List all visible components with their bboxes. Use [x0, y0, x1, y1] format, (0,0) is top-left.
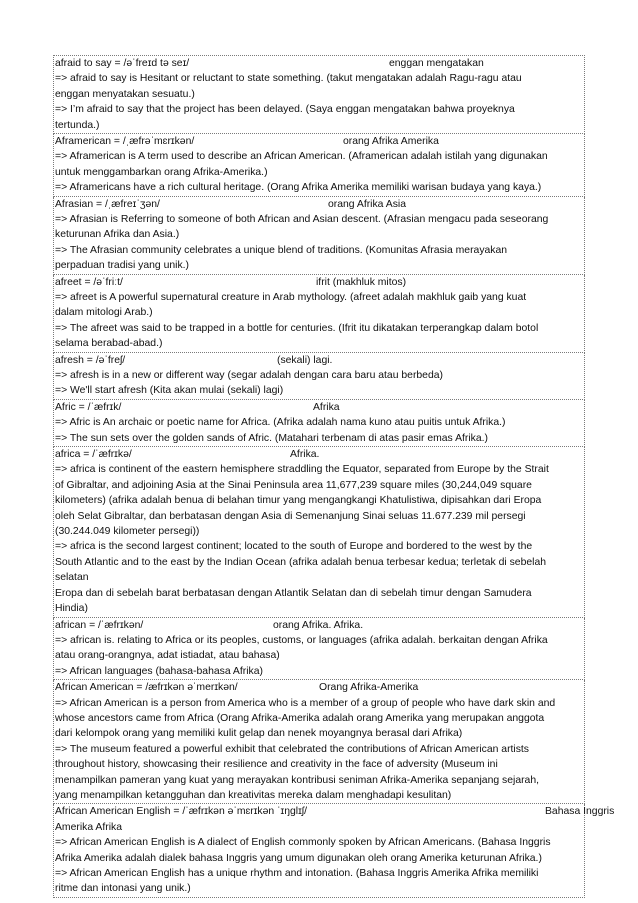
entry-line: => Afric is An archaic or poetic name for Africa. (Afrika adalah nama kuno atau puitis untuk Afrika.) [55, 417, 506, 429]
entry-heading [55, 134, 583, 149]
entry-line: => I’m afraid to say that the project has been delayed. (Saya enggan mengatakan bahwa proyeknya [55, 104, 515, 116]
entry-translation: Afrika [313, 401, 340, 413]
entry-line: throughout history, showcasing their resilience and creativity in the face of adversity (Museum ini [55, 759, 498, 771]
entry-line: => Aframerican is A term used to describe an African American. (Aframerican adalah istilah yang digunakan [55, 151, 548, 163]
dictionary-page [53, 55, 615, 898]
entry-line: => african is. relating to Africa or its peoples, customs, or languages (afrika adalah. berkaitan dengan Afrika [55, 634, 548, 646]
entry-line: of Gibraltar, and adjoining Asia at the Sinai Peninsula area 11,677,239 square miles (30,244,049 square [55, 479, 532, 491]
entry-line: => African languages (bahasa-bahasa Afrika) [55, 665, 263, 677]
entry-line: => The sun sets over the golden sands of Afric. (Matahari terbenam di atas pasir emas Afrika.) [55, 432, 488, 444]
entry-term: african = /ˈæfrɪkən/ [55, 619, 144, 631]
entry-line: Eropa dan di sebelah barat berbatasan dengan Atlantik Selatan dan di sebelah timur dengan Samudera [55, 587, 532, 599]
dictionary-entry [53, 618, 585, 681]
entry-line: South Atlantic and to the east by the Indian Ocean (afrika adalah benua terbesar kedua; terletak di sebelah [55, 556, 546, 568]
dictionary-entry [53, 275, 585, 353]
dictionary-entry [53, 134, 585, 197]
entry-translation: Orang Afrika-Amerika [319, 682, 419, 694]
entry-heading [55, 275, 583, 290]
entry-translation: Bahasa Inggris [545, 806, 615, 818]
dictionary-entry [53, 804, 615, 897]
entry-line: tertunda.) [55, 119, 100, 131]
entry-line: => We'll start afresh (Kita akan mulai (sekali) lagi) [55, 385, 284, 397]
entry-line: => Aframericans have a rich cultural heritage. (Orang Afrika Amerika memiliki warisan budaya yang kaya.) [55, 182, 542, 194]
entry-heading [55, 353, 583, 368]
dictionary-entry [53, 447, 585, 617]
entry-line: => The Afrasian community celebrates a unique blend of traditions. (Komunitas Afrasia merayakan [55, 244, 508, 256]
entry-line: dari kelompok orang yang memiliki kulit gelap dan nenek moyangnya berasal dari Afrika) [55, 728, 463, 740]
entry-line: perpaduan tradisi yang unik.) [55, 260, 190, 272]
entry-term: afraid to say = /əˈfreɪd tə seɪ/ [55, 58, 190, 69]
entry-line: yang menampilkan ketangguhan dan kreativitas mereka dalam menghadapi kesulitan) [55, 789, 452, 801]
entry-term: Aframerican = /ˌæfrəˈmɛrɪkən/ [55, 136, 195, 148]
entry-term: africa = /ˈæfrɪkə/ [55, 449, 132, 461]
entry-line: oleh Selat Gibraltar, dan berbatasan dengan Asia di Semenanjung Sinai seluas 11.677.239 mil persegi [55, 510, 526, 522]
entry-line: selatan [55, 572, 89, 584]
entry-term: afreet = /əˈfriːt/ [55, 276, 123, 288]
entry-heading [55, 804, 615, 819]
entry-line: keturunan Afrika dan Asia.) [55, 229, 180, 241]
entry-translation: (sekali) lagi. [277, 354, 333, 366]
entry-line: dalam mitologi Arab.) [55, 307, 153, 319]
entry-line: (30.244.049 kilometer persegi)) [55, 526, 200, 538]
entry-line: untuk menggambarkan orang Afrika-Amerika.) [55, 166, 268, 178]
entry-line: => The museum featured a powerful exhibit that celebrated the contributions of African American artists [55, 743, 529, 755]
entry-line: => africa is continent of the eastern hemisphere straddling the Equator, separated from Europe by the Strait [55, 464, 549, 476]
entry-line: Hindia) [55, 603, 88, 615]
entry-line: Afrika Amerika adalah dialek bahasa Inggris yang umum digunakan oleh orang Amerika keturunan Afrika.) [55, 852, 542, 864]
entry-line: ritme dan intonasi yang unik.) [55, 883, 191, 895]
entry-line: enggan menyatakan sesuatu.) [55, 88, 195, 100]
entry-heading [55, 447, 583, 462]
dictionary-entry [53, 680, 585, 804]
entry-line: kilometers) (afrika adalah benua di belahan timur yang mengangkangi Khatulistiwa, dipisahkan dari Eropa [55, 495, 542, 507]
entry-heading [55, 618, 583, 633]
entry-line: => The afreet was said to be trapped in a bottle for centuries. (Ifrit itu dikatakan terperangkap dalam botol [55, 322, 539, 334]
entry-term: African American = /æfrɪkən əˈmerɪkən/ [55, 682, 238, 694]
dictionary-entry [53, 353, 585, 400]
dictionary-entry [53, 55, 585, 134]
entry-term: African American English = /ˈæfrɪkən əˈmɛrɪkən ˈɪŋɡlɪʃ/ [55, 806, 307, 818]
entry-translation: orang Afrika. Afrika. [273, 619, 364, 631]
dictionary-entry [53, 197, 585, 275]
entry-translation: enggan mengatakan [389, 58, 484, 69]
entry-translation: Afrika. [290, 449, 320, 461]
entry-line: => Afrasian is Referring to someone of both African and Asian descent. (Afrasian mengacu pada seseorang [55, 214, 549, 226]
entry-line: => African American English has a unique rhythm and intonation. (Bahasa Inggris Amerika Afrika memiliki [55, 867, 539, 879]
entry-heading [55, 197, 583, 212]
entry-line: selama berabad-abad.) [55, 338, 163, 350]
entry-translation: orang Afrika Asia [328, 198, 406, 210]
entry-translation: orang Afrika Amerika [343, 136, 439, 148]
entry-line: => afreet is A powerful supernatural creature in Arab mythology. (afreet adalah makhluk gaib yang kuat [55, 292, 527, 304]
entry-term: Afric = /ˈæfrɪk/ [55, 401, 122, 413]
entry-term: afresh = /əˈfreʃ/ [55, 354, 126, 366]
entry-line: => afresh is in a new or different way (segar adalah dengan cara baru atau berbeda) [55, 370, 443, 382]
entry-line: => afraid to say is Hesitant or reluctant to state something. (takut mengatakan adalah Ragu-ragu atau [55, 73, 522, 85]
entry-line: atau orang-orangnya, adat istiadat, atau bahasa) [55, 650, 280, 662]
entry-translation: ifrit (makhluk mitos) [316, 276, 407, 288]
entry-heading [55, 680, 583, 695]
entry-line: whose ancestors came from Africa (Orang Afrika-Amerika adalah orang Amerika yang merupakan anggota [55, 712, 545, 724]
entry-line: => African American is a person from America who is a member of a group of people who have dark skin and [55, 697, 556, 709]
entry-heading [55, 56, 583, 71]
entry-line: => African American English is A dialect of English commonly spoken by African Americans. (Bahasa Inggris [55, 837, 551, 849]
dictionary-entry [53, 400, 585, 447]
entry-line: => africa is the second largest continent; located to the south of Europe and bordered to the west by the [55, 541, 533, 553]
entry-heading [55, 400, 583, 415]
entry-term: Afrasian = /ˌæfreɪˈʒən/ [55, 198, 160, 210]
entry-line: menampilkan pameran yang kuat yang merayakan kontribusi seniman Afrika-Amerika sepanjang sejarah, [55, 774, 539, 786]
entry-line: Amerika Afrika [55, 821, 122, 833]
